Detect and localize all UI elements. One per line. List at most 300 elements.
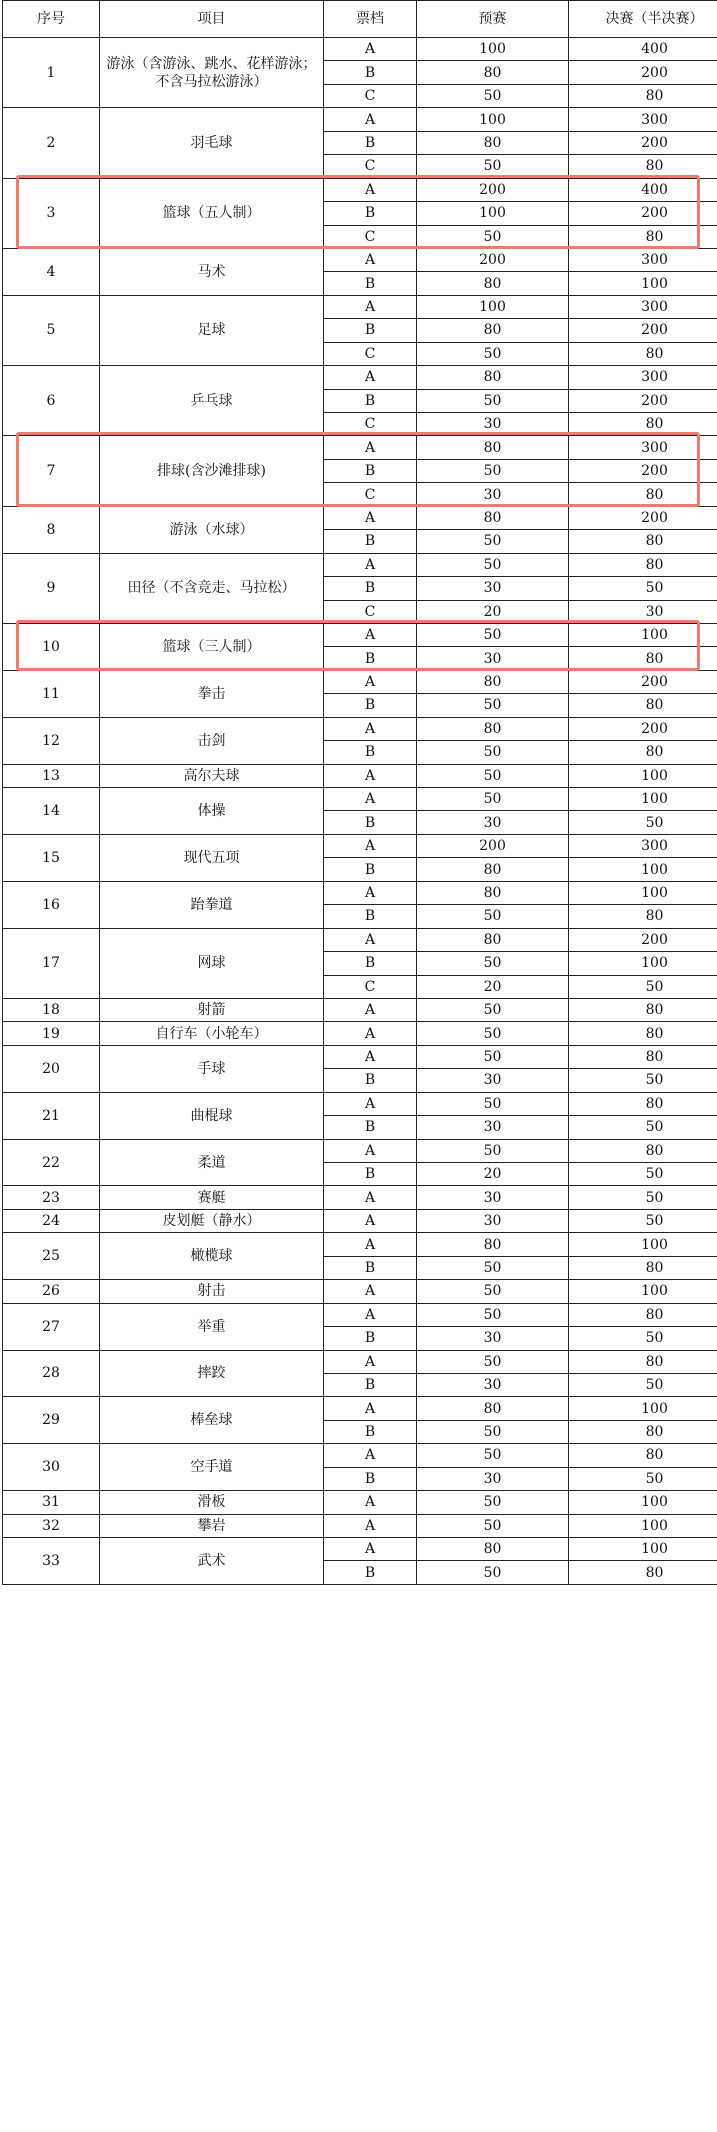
prelim-price: 30 bbox=[417, 1373, 569, 1396]
table-row bbox=[3, 108, 717, 131]
event-name: 自行车（小轮车） bbox=[100, 1022, 324, 1045]
ticket-grade: B bbox=[324, 389, 417, 412]
ticket-grade: B bbox=[324, 459, 417, 482]
sequence-number: 7 bbox=[3, 436, 100, 506]
ticket-grade: A bbox=[324, 788, 417, 811]
final-price: 80 bbox=[569, 1045, 717, 1068]
ticket-grade: A bbox=[324, 1045, 417, 1068]
final-price: 80 bbox=[569, 530, 717, 553]
prelim-price: 30 bbox=[417, 413, 569, 436]
sequence-number: 16 bbox=[3, 881, 100, 928]
event-name: 田径（不含竞走、马拉松） bbox=[100, 553, 324, 623]
ticket-grade: A bbox=[324, 1139, 417, 1162]
prelim-price: 50 bbox=[417, 1022, 569, 1045]
ticket-grade: C bbox=[324, 342, 417, 365]
event-name: 网球 bbox=[100, 928, 324, 998]
ticket-grade: C bbox=[324, 155, 417, 178]
ticket-grade: A bbox=[324, 998, 417, 1021]
prelim-price: 50 bbox=[417, 84, 569, 107]
prelim-price: 80 bbox=[417, 272, 569, 295]
table-row bbox=[3, 788, 717, 811]
final-price: 200 bbox=[569, 319, 717, 342]
sequence-number: 13 bbox=[3, 764, 100, 787]
prelim-price: 50 bbox=[417, 225, 569, 248]
table-row bbox=[3, 1280, 717, 1303]
final-price: 100 bbox=[569, 764, 717, 787]
ticket-grade: A bbox=[324, 717, 417, 740]
sequence-number: 9 bbox=[3, 553, 100, 623]
final-price: 100 bbox=[569, 1397, 717, 1420]
prelim-price: 20 bbox=[417, 600, 569, 623]
sequence-number: 5 bbox=[3, 295, 100, 365]
event-name: 摔跤 bbox=[100, 1350, 324, 1397]
final-price: 200 bbox=[569, 717, 717, 740]
ticket-grade: B bbox=[324, 741, 417, 764]
prelim-price: 200 bbox=[417, 834, 569, 857]
final-price: 200 bbox=[569, 131, 717, 154]
sequence-number: 17 bbox=[3, 928, 100, 998]
final-price: 80 bbox=[569, 84, 717, 107]
event-name: 射箭 bbox=[100, 998, 324, 1021]
prelim-price: 30 bbox=[417, 1186, 569, 1209]
ticket-grade: C bbox=[324, 600, 417, 623]
ticket-grade: A bbox=[324, 881, 417, 904]
sequence-number: 22 bbox=[3, 1139, 100, 1186]
final-price: 50 bbox=[569, 1209, 717, 1232]
prelim-price: 50 bbox=[417, 1092, 569, 1115]
sequence-number: 1 bbox=[3, 38, 100, 108]
event-name: 拳击 bbox=[100, 670, 324, 717]
final-price: 100 bbox=[569, 1514, 717, 1537]
final-price: 50 bbox=[569, 1069, 717, 1092]
final-price: 100 bbox=[569, 1538, 717, 1561]
final-price: 200 bbox=[569, 506, 717, 529]
prelim-price: 50 bbox=[417, 1045, 569, 1068]
prelim-price: 50 bbox=[417, 1256, 569, 1279]
final-price: 300 bbox=[569, 108, 717, 131]
prelim-price: 80 bbox=[417, 881, 569, 904]
table-row bbox=[3, 553, 717, 576]
sequence-number: 24 bbox=[3, 1209, 100, 1232]
final-price: 100 bbox=[569, 623, 717, 646]
ticket-grade: C bbox=[324, 84, 417, 107]
prelim-price: 20 bbox=[417, 1163, 569, 1186]
prelim-price: 50 bbox=[417, 459, 569, 482]
event-name: 高尔夫球 bbox=[100, 764, 324, 787]
event-name: 滑板 bbox=[100, 1491, 324, 1514]
ticket-grade: A bbox=[324, 553, 417, 576]
event-name: 曲棍球 bbox=[100, 1092, 324, 1139]
sequence-number: 12 bbox=[3, 717, 100, 764]
table-row bbox=[3, 1491, 717, 1514]
ticket-grade: A bbox=[324, 1303, 417, 1326]
table-row bbox=[3, 834, 717, 857]
sequence-number: 11 bbox=[3, 670, 100, 717]
prelim-price: 80 bbox=[417, 928, 569, 951]
prelim-price: 100 bbox=[417, 202, 569, 225]
ticket-grade: A bbox=[324, 623, 417, 646]
prelim-price: 80 bbox=[417, 858, 569, 881]
ticket-grade: B bbox=[324, 694, 417, 717]
prelim-price: 30 bbox=[417, 483, 569, 506]
final-price: 80 bbox=[569, 694, 717, 717]
header-grade: 票档 bbox=[324, 1, 417, 38]
final-price: 300 bbox=[569, 248, 717, 271]
sequence-number: 25 bbox=[3, 1233, 100, 1280]
event-name: 现代五项 bbox=[100, 834, 324, 881]
ticket-grade: B bbox=[324, 905, 417, 928]
event-name: 排球(含沙滩排球) bbox=[100, 436, 324, 506]
table-row bbox=[3, 1538, 717, 1561]
final-price: 50 bbox=[569, 577, 717, 600]
final-price: 80 bbox=[569, 155, 717, 178]
ticket-grade: B bbox=[324, 577, 417, 600]
final-price: 80 bbox=[569, 741, 717, 764]
prelim-price: 50 bbox=[417, 694, 569, 717]
prelim-price: 100 bbox=[417, 295, 569, 318]
table-row bbox=[3, 1350, 717, 1373]
prelim-price: 30 bbox=[417, 1327, 569, 1350]
final-price: 50 bbox=[569, 1163, 717, 1186]
prelim-price: 30 bbox=[417, 647, 569, 670]
table-row bbox=[3, 881, 717, 904]
event-name: 足球 bbox=[100, 295, 324, 365]
final-price: 50 bbox=[569, 1327, 717, 1350]
event-name: 击剑 bbox=[100, 717, 324, 764]
final-price: 80 bbox=[569, 553, 717, 576]
event-name: 柔道 bbox=[100, 1139, 324, 1186]
final-price: 400 bbox=[569, 38, 717, 61]
header-item: 项目 bbox=[100, 1, 324, 38]
ticket-grade: A bbox=[324, 1538, 417, 1561]
sequence-number: 2 bbox=[3, 108, 100, 178]
table-row bbox=[3, 436, 717, 459]
prelim-price: 100 bbox=[417, 38, 569, 61]
prelim-price: 50 bbox=[417, 1514, 569, 1537]
sequence-number: 31 bbox=[3, 1491, 100, 1514]
prelim-price: 50 bbox=[417, 764, 569, 787]
ticket-grade: C bbox=[324, 975, 417, 998]
ticket-grade: C bbox=[324, 413, 417, 436]
ticket-grade: A bbox=[324, 1209, 417, 1232]
ticket-grade: B bbox=[324, 811, 417, 834]
ticket-price-table bbox=[2, 0, 717, 1585]
sequence-number: 28 bbox=[3, 1350, 100, 1397]
prelim-price: 50 bbox=[417, 1420, 569, 1443]
table-row bbox=[3, 1397, 717, 1420]
table-row bbox=[3, 1209, 717, 1232]
ticket-grade: A bbox=[324, 1280, 417, 1303]
table-body bbox=[3, 38, 717, 1585]
prelim-price: 50 bbox=[417, 553, 569, 576]
prelim-price: 50 bbox=[417, 1350, 569, 1373]
event-name: 空手道 bbox=[100, 1444, 324, 1491]
prelim-price: 50 bbox=[417, 952, 569, 975]
final-price: 50 bbox=[569, 1373, 717, 1396]
ticket-grade: A bbox=[324, 764, 417, 787]
ticket-grade: B bbox=[324, 1116, 417, 1139]
event-name: 攀岩 bbox=[100, 1514, 324, 1537]
final-price: 80 bbox=[569, 1092, 717, 1115]
prelim-price: 30 bbox=[417, 577, 569, 600]
sequence-number: 29 bbox=[3, 1397, 100, 1444]
ticket-grade: B bbox=[324, 61, 417, 84]
prelim-price: 50 bbox=[417, 998, 569, 1021]
ticket-grade: B bbox=[324, 131, 417, 154]
prelim-price: 80 bbox=[417, 319, 569, 342]
ticket-grade: B bbox=[324, 1373, 417, 1396]
ticket-grade: A bbox=[324, 366, 417, 389]
ticket-grade: A bbox=[324, 248, 417, 271]
final-price: 100 bbox=[569, 858, 717, 881]
ticket-grade: B bbox=[324, 1561, 417, 1584]
ticket-grade: A bbox=[324, 108, 417, 131]
ticket-grade: A bbox=[324, 1397, 417, 1420]
sequence-number: 14 bbox=[3, 788, 100, 835]
final-price: 80 bbox=[569, 647, 717, 670]
final-price: 200 bbox=[569, 202, 717, 225]
prelim-price: 50 bbox=[417, 741, 569, 764]
sequence-number: 32 bbox=[3, 1514, 100, 1537]
table-row bbox=[3, 295, 717, 318]
event-name: 武术 bbox=[100, 1538, 324, 1585]
table-row bbox=[3, 928, 717, 951]
prelim-price: 50 bbox=[417, 1303, 569, 1326]
final-price: 80 bbox=[569, 1256, 717, 1279]
ticket-grade: A bbox=[324, 178, 417, 201]
sequence-number: 23 bbox=[3, 1186, 100, 1209]
ticket-grade: A bbox=[324, 38, 417, 61]
prelim-price: 80 bbox=[417, 1233, 569, 1256]
prelim-price: 50 bbox=[417, 1491, 569, 1514]
ticket-grade: B bbox=[324, 1327, 417, 1350]
ticket-grade: B bbox=[324, 319, 417, 342]
ticket-grade: B bbox=[324, 1163, 417, 1186]
ticket-grade: A bbox=[324, 1186, 417, 1209]
final-price: 80 bbox=[569, 1350, 717, 1373]
header-row bbox=[3, 1, 717, 38]
ticket-grade: B bbox=[324, 1467, 417, 1490]
ticket-grade: B bbox=[324, 272, 417, 295]
prelim-price: 30 bbox=[417, 1209, 569, 1232]
ticket-grade: C bbox=[324, 225, 417, 248]
prelim-price: 100 bbox=[417, 108, 569, 131]
final-price: 100 bbox=[569, 1280, 717, 1303]
ticket-grade: A bbox=[324, 834, 417, 857]
ticket-grade: A bbox=[324, 295, 417, 318]
event-name: 手球 bbox=[100, 1045, 324, 1092]
event-name: 马术 bbox=[100, 248, 324, 295]
sequence-number: 30 bbox=[3, 1444, 100, 1491]
prelim-price: 30 bbox=[417, 1467, 569, 1490]
final-price: 80 bbox=[569, 998, 717, 1021]
final-price: 300 bbox=[569, 295, 717, 318]
final-price: 80 bbox=[569, 483, 717, 506]
prelim-price: 50 bbox=[417, 905, 569, 928]
ticket-grade: B bbox=[324, 202, 417, 225]
event-name: 体操 bbox=[100, 788, 324, 835]
sequence-number: 3 bbox=[3, 178, 100, 248]
table-row bbox=[3, 717, 717, 740]
prelim-price: 20 bbox=[417, 975, 569, 998]
sequence-number: 6 bbox=[3, 366, 100, 436]
sequence-number: 26 bbox=[3, 1280, 100, 1303]
final-price: 300 bbox=[569, 834, 717, 857]
prelim-price: 50 bbox=[417, 1444, 569, 1467]
header-final: 决赛（半决赛） bbox=[569, 1, 717, 38]
event-name: 羽毛球 bbox=[100, 108, 324, 178]
sequence-number: 33 bbox=[3, 1538, 100, 1585]
event-name: 棒垒球 bbox=[100, 1397, 324, 1444]
final-price: 80 bbox=[569, 1444, 717, 1467]
sequence-number: 8 bbox=[3, 506, 100, 553]
event-name: 射击 bbox=[100, 1280, 324, 1303]
final-price: 100 bbox=[569, 788, 717, 811]
ticket-grade: A bbox=[324, 1491, 417, 1514]
final-price: 50 bbox=[569, 811, 717, 834]
prelim-price: 50 bbox=[417, 1561, 569, 1584]
final-price: 200 bbox=[569, 459, 717, 482]
prelim-price: 50 bbox=[417, 1139, 569, 1162]
prelim-price: 80 bbox=[417, 1538, 569, 1561]
prelim-price: 50 bbox=[417, 1280, 569, 1303]
final-price: 80 bbox=[569, 225, 717, 248]
final-price: 100 bbox=[569, 1233, 717, 1256]
final-price: 200 bbox=[569, 670, 717, 693]
sequence-number: 4 bbox=[3, 248, 100, 295]
table-row bbox=[3, 764, 717, 787]
event-name: 跆拳道 bbox=[100, 881, 324, 928]
prelim-price: 30 bbox=[417, 811, 569, 834]
final-price: 80 bbox=[569, 1303, 717, 1326]
final-price: 300 bbox=[569, 366, 717, 389]
event-name: 皮划艇（静水） bbox=[100, 1209, 324, 1232]
table-row bbox=[3, 623, 717, 646]
prelim-price: 50 bbox=[417, 530, 569, 553]
final-price: 400 bbox=[569, 178, 717, 201]
prelim-price: 50 bbox=[417, 155, 569, 178]
table-row bbox=[3, 1092, 717, 1115]
ticket-grade: A bbox=[324, 928, 417, 951]
ticket-grade: A bbox=[324, 1444, 417, 1467]
final-price: 100 bbox=[569, 881, 717, 904]
sequence-number: 27 bbox=[3, 1303, 100, 1350]
prelim-price: 50 bbox=[417, 342, 569, 365]
sequence-number: 18 bbox=[3, 998, 100, 1021]
prelim-price: 80 bbox=[417, 131, 569, 154]
prelim-price: 30 bbox=[417, 1116, 569, 1139]
table-row bbox=[3, 178, 717, 201]
event-name: 赛艇 bbox=[100, 1186, 324, 1209]
prelim-price: 80 bbox=[417, 1397, 569, 1420]
ticket-grade: B bbox=[324, 858, 417, 881]
ticket-grade: B bbox=[324, 647, 417, 670]
final-price: 80 bbox=[569, 1022, 717, 1045]
sequence-number: 15 bbox=[3, 834, 100, 881]
table-row bbox=[3, 1022, 717, 1045]
event-name: 乒乓球 bbox=[100, 366, 324, 436]
final-price: 80 bbox=[569, 413, 717, 436]
table-row bbox=[3, 1444, 717, 1467]
final-price: 100 bbox=[569, 952, 717, 975]
prelim-price: 30 bbox=[417, 1069, 569, 1092]
table-row bbox=[3, 998, 717, 1021]
table-row bbox=[3, 506, 717, 529]
final-price: 50 bbox=[569, 975, 717, 998]
event-name: 篮球（五人制） bbox=[100, 178, 324, 248]
ticket-grade: C bbox=[324, 483, 417, 506]
prelim-price: 80 bbox=[417, 717, 569, 740]
ticket-grade: A bbox=[324, 1092, 417, 1115]
table-row bbox=[3, 1139, 717, 1162]
prelim-price: 80 bbox=[417, 436, 569, 459]
ticket-grade: A bbox=[324, 1350, 417, 1373]
sequence-number: 20 bbox=[3, 1045, 100, 1092]
table-row bbox=[3, 1514, 717, 1537]
event-name: 篮球（三人制） bbox=[100, 623, 324, 670]
prelim-price: 200 bbox=[417, 178, 569, 201]
final-price: 200 bbox=[569, 61, 717, 84]
event-name: 橄榄球 bbox=[100, 1233, 324, 1280]
prelim-price: 50 bbox=[417, 788, 569, 811]
table-row bbox=[3, 1233, 717, 1256]
ticket-grade: B bbox=[324, 1256, 417, 1279]
final-price: 30 bbox=[569, 600, 717, 623]
final-price: 100 bbox=[569, 272, 717, 295]
prelim-price: 80 bbox=[417, 670, 569, 693]
table-row bbox=[3, 38, 717, 61]
ticket-grade: A bbox=[324, 670, 417, 693]
prelim-price: 200 bbox=[417, 248, 569, 271]
final-price: 100 bbox=[569, 1491, 717, 1514]
table-row bbox=[3, 1186, 717, 1209]
ticket-grade: A bbox=[324, 1022, 417, 1045]
ticket-grade: A bbox=[324, 1233, 417, 1256]
final-price: 80 bbox=[569, 1420, 717, 1443]
ticket-grade: B bbox=[324, 1420, 417, 1443]
final-price: 300 bbox=[569, 436, 717, 459]
prelim-price: 80 bbox=[417, 506, 569, 529]
sequence-number: 19 bbox=[3, 1022, 100, 1045]
table-row bbox=[3, 670, 717, 693]
prelim-price: 50 bbox=[417, 389, 569, 412]
table-row bbox=[3, 366, 717, 389]
table-row bbox=[3, 248, 717, 271]
final-price: 80 bbox=[569, 905, 717, 928]
ticket-grade: A bbox=[324, 1514, 417, 1537]
table-row bbox=[3, 1303, 717, 1326]
prelim-price: 80 bbox=[417, 61, 569, 84]
final-price: 50 bbox=[569, 1116, 717, 1139]
final-price: 80 bbox=[569, 342, 717, 365]
header-prelim: 预赛 bbox=[417, 1, 569, 38]
final-price: 50 bbox=[569, 1467, 717, 1490]
final-price: 80 bbox=[569, 1139, 717, 1162]
prelim-price: 50 bbox=[417, 623, 569, 646]
final-price: 200 bbox=[569, 928, 717, 951]
sequence-number: 21 bbox=[3, 1092, 100, 1139]
header-seq: 序号 bbox=[3, 1, 100, 38]
ticket-grade: B bbox=[324, 952, 417, 975]
event-name: 游泳（含游泳、跳水、花样游泳；不含马拉松游泳） bbox=[100, 38, 324, 108]
prelim-price: 80 bbox=[417, 366, 569, 389]
ticket-grade: B bbox=[324, 530, 417, 553]
table-row bbox=[3, 1045, 717, 1068]
final-price: 80 bbox=[569, 1561, 717, 1584]
event-name: 举重 bbox=[100, 1303, 324, 1350]
ticket-grade: A bbox=[324, 506, 417, 529]
final-price: 200 bbox=[569, 389, 717, 412]
